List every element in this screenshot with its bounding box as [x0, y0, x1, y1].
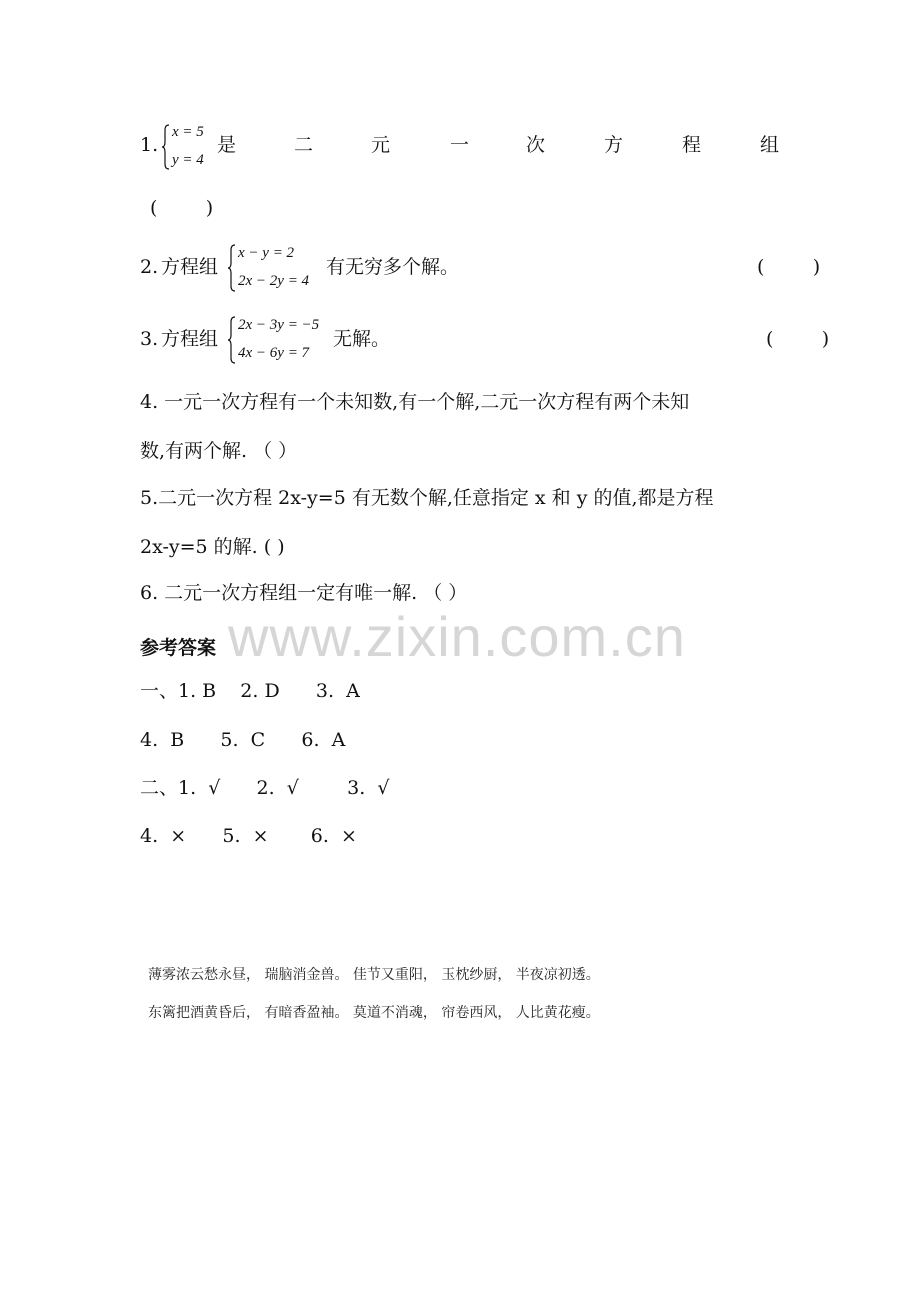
- answer-paren[interactable]: ( ): [766, 328, 830, 350]
- question-3-equation-2: 4x − 6y = 7: [238, 345, 310, 361]
- brace-icon: [162, 124, 170, 170]
- statement-char: 组: [760, 134, 780, 156]
- answer-key-heading: 参考答案: [140, 637, 217, 659]
- watermark: www.zixin.com.cn: [228, 605, 686, 668]
- question-2-equation-1: x − y = 2: [238, 245, 295, 261]
- question-4-line-1: 4. 一元一次方程有一个未知数,有一个解,二元一次方程有两个未知: [140, 391, 690, 413]
- poem-line-1: 薄雾浓云愁永昼， 瑞脑消金兽。 佳节又重阳， 玉枕纱厨， 半夜凉初透。: [148, 967, 600, 983]
- answer-paren[interactable]: ( ): [757, 256, 821, 278]
- brace-icon: [228, 316, 236, 364]
- question-5-line-2: 2x-y=5 的解. ( ): [140, 536, 285, 558]
- statement-char: 是: [217, 134, 237, 156]
- question-3-suffix: 无解。: [333, 328, 391, 350]
- answer-row: 一、1. B 2. D 3. A: [140, 680, 360, 702]
- statement-char: 程: [682, 134, 702, 156]
- statement-char: 次: [526, 134, 546, 156]
- statement-char: 二: [294, 134, 314, 156]
- question-1-equation-2: y = 4: [172, 152, 204, 168]
- question-1-equation-1: x = 5: [172, 124, 204, 140]
- question-2-number: 2.: [140, 256, 159, 278]
- answer-row: 二、1. √ 2. √ 3. √: [140, 777, 390, 799]
- statement-char: 元: [371, 134, 391, 156]
- question-1-number: 1.: [140, 134, 159, 156]
- question-3-number: 3.: [140, 328, 159, 350]
- question-5-line-1: 5.二元一次方程 2x-y=5 有无数个解,任意指定 x 和 y 的值,都是方程: [140, 487, 714, 509]
- question-2-prefix: 方程组: [161, 256, 219, 278]
- answer-row: 4. B 5. C 6. A: [140, 729, 346, 751]
- question-6-line-1: 6. 二元一次方程组一定有唯一解. （ ）: [140, 582, 468, 604]
- question-3-prefix: 方程组: [161, 328, 219, 350]
- poem-line-2: 东篱把酒黄昏后， 有暗香盈袖。 莫道不消魂， 帘卷西风， 人比黄花瘦。: [148, 1005, 600, 1021]
- statement-char: 方: [604, 134, 624, 156]
- statement-char: 一: [450, 134, 470, 156]
- question-3-equation-1: 2x − 3y = −5: [238, 317, 320, 333]
- answer-row: 4. × 5. × 6. ×: [140, 825, 357, 847]
- answer-paren[interactable]: ( ): [150, 197, 214, 219]
- brace-icon: [228, 244, 236, 292]
- question-4-line-2: 数,有两个解. （ ）: [140, 440, 298, 462]
- question-2-equation-2: 2x − 2y = 4: [238, 273, 310, 289]
- question-2-suffix: 有无穷多个解。: [326, 256, 460, 278]
